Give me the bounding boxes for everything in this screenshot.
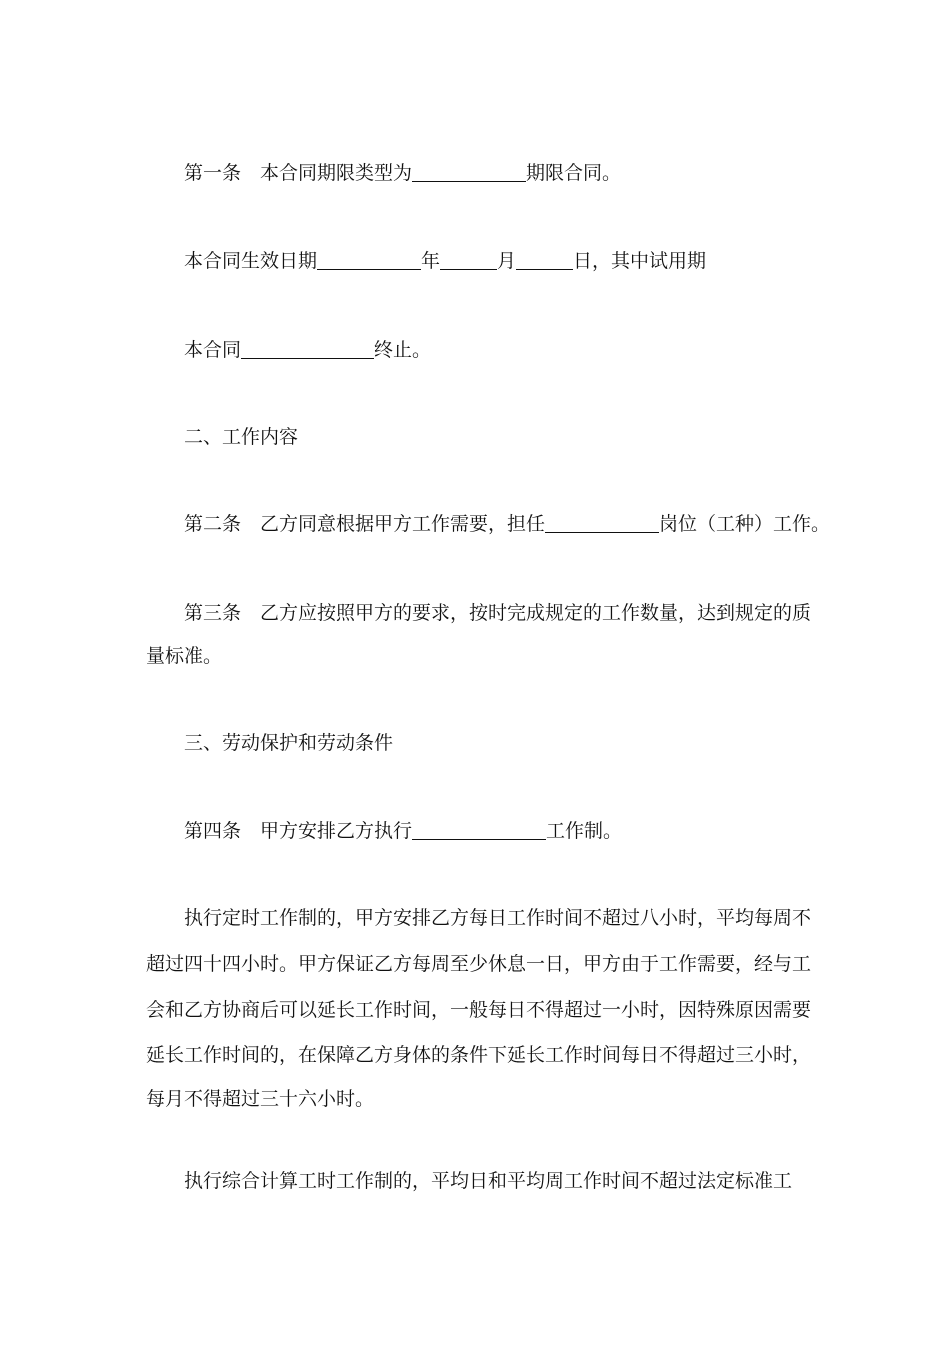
section-3-heading: 三、劳动保护和劳动条件: [184, 732, 394, 754]
paragraph-line: 会和乙方协商后可以延长工作时间，一般每日不得超过一小时，因特殊原因需要: [146, 999, 812, 1021]
month-blank[interactable]: [440, 249, 497, 270]
article-2-text-before: 乙方同意根据甲方工作需要，担任: [260, 513, 546, 535]
article-1: [146, 154, 811, 192]
article-2-text-after: 岗位（工种）工作。: [659, 513, 831, 535]
work-system-blank[interactable]: [412, 819, 546, 840]
article-2: [146, 505, 831, 543]
effective-date-label: 本合同生效日期: [184, 250, 318, 272]
article-3-label: 第三条: [184, 602, 242, 624]
termination-label: 本合同: [184, 339, 242, 361]
position-blank[interactable]: [545, 512, 659, 533]
article-1-label: 第一条: [184, 162, 242, 184]
day-label: 日，其中试用期: [573, 250, 707, 272]
article-4-text-after: 工作制。: [546, 820, 623, 842]
paragraph-line: 执行定时工作制的，甲方安排乙方每日工作时间不超过八小时，平均每周不: [184, 907, 812, 929]
month-label: 月: [497, 250, 517, 272]
termination-text: 终止。: [374, 339, 432, 361]
paragraph-comprehensive-line: 执行综合计算工时工作制的，平均日和平均周工作时间不超过法定标准工: [184, 1170, 793, 1192]
article-1-text-before: 本合同期限类型为: [260, 162, 413, 184]
paragraph-line: 延长工作时间的，在保障乙方身体的条件下延长工作时间每日不得超过三小时，: [146, 1044, 812, 1066]
termination-line: [146, 331, 811, 369]
paragraph-line: 每月不得超过三十六小时。: [146, 1088, 375, 1110]
year-label: 年: [421, 250, 441, 272]
article-3-line-1: [146, 594, 811, 632]
year-blank[interactable]: [317, 249, 421, 270]
article-3-line-2: 量标准。: [146, 645, 223, 667]
effective-date-line: [146, 242, 811, 280]
section-2-heading: 二、工作内容: [184, 426, 299, 448]
article-1-text-after: 期限合同。: [526, 162, 622, 184]
article-4: [146, 812, 811, 850]
article-4-text-before: 甲方安排乙方执行: [260, 820, 413, 842]
day-blank[interactable]: [516, 249, 573, 270]
article-3-text: 乙方应按照甲方的要求，按时完成规定的工作数量，达到规定的质: [260, 602, 812, 624]
contract-type-blank[interactable]: [412, 161, 526, 182]
article-4-label: 第四条: [184, 820, 242, 842]
paragraph-line: 超过四十四小时。甲方保证乙方每周至少休息一日，甲方由于工作需要，经与工: [146, 953, 812, 975]
article-2-label: 第二条: [184, 513, 242, 535]
termination-blank[interactable]: [241, 338, 374, 359]
